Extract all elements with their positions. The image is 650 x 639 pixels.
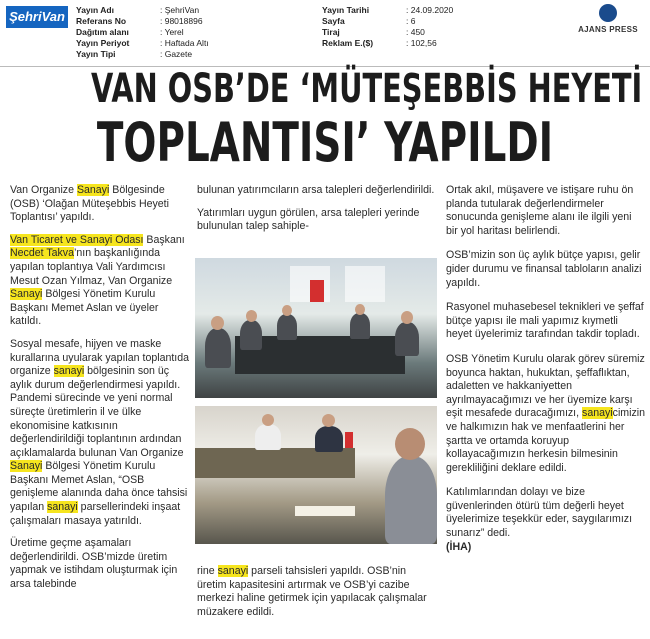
meta-row [76,49,209,60]
text: OSB Yönetim Kurulu olarak görev süremiz boyunca haktan, hukuktan, şeffaflıktan, adaletten ve hakkaniyetten ayrılmayacağımızı ve her üyemize karşı eşit mesafede duracağımızı, [446,352,645,420]
highlight: sanayi [53,365,85,378]
text: Başkanı [143,233,185,246]
meta-row [76,38,209,49]
meta-label: Yayın Tipi [76,49,116,59]
paragraph: OSB’mizin son üç aylık bütçe yapısı, gelir gider durumu ve finansal tabloların analizi yapıldı. [446,249,642,289]
agency-logo [570,4,646,34]
text: ’nın başkanlığında yapılan toplantıya Vali Yardımcısı Mesut Ozan Yılmaz, Van Organize [10,247,173,287]
meta-label: Dağıtım alanı [76,27,129,37]
meta-row [322,5,453,16]
meta-row [322,16,453,27]
highlight: Sanayi [10,460,43,473]
meta-value: : 98018896 [160,16,203,26]
paragraph [446,353,646,475]
paragraph [197,565,437,619]
headline-line-1: VAN OSB’DE ‘MÜTEŞEBBİS HEYETİ [90,66,643,112]
meta-value: : 102,56 [406,38,437,48]
text: bölgesinin son üç aylık durum değerlendirmesi yapıldı. Pandemi sürecinde ve yeni normal süreçte üretimlerin il ve ülke ekonomisine katkısının değerlendirildiği toplantının ardından açıklamalarda bulunan Van Organize [10,365,184,459]
publication-meta-right [322,5,453,49]
highlight: Sanayi [76,184,110,196]
text: Van Organize [10,184,77,196]
meeting-photo-1 [195,258,437,398]
meta-label: Yayın Periyot [76,38,130,48]
agency-name: AJANS PRESS [578,25,638,34]
meta-label: Sayfa [322,16,345,26]
text: parsellerindeki inşaat çalışmaları masaya yatırıldı. [10,501,181,527]
meta-label: Yayın Adı [76,5,114,15]
article-column-1 [10,184,190,592]
paragraph: Ortak akıl, müşavere ve istişare ruhu ön planda tutularak değerlendirmeler sonucunda genişleme alanı ile ilgili yeni bir yol haritası belirlendi. [446,184,634,237]
highlight: Van Ticaret ve Sanayi Odası [10,233,144,246]
meta-row [76,5,209,16]
paragraph: Rasyonel muhasebesel teknikleri ve şeffaf bütçe yapısı ile mali yapımız kıymetli heyet üyelerimiz tarafından takdir topladı. [446,301,644,341]
meta-value: : 24.09.2020 [406,5,454,15]
paragraph [10,184,190,225]
meta-label: Tiraj [322,27,340,37]
headline-line-2: TOPLANTISI’ YAPILDI [96,111,554,174]
highlight: sanayi [582,407,613,420]
meta-label: Referans No [76,16,127,26]
meta-label: Reklam E.($) [322,38,374,48]
paragraph [10,234,190,329]
paragraph: Üretime geçme aşamaları değerlendirildi. OSB’mizde üretim yapmak ve istihdam oluşturmak için arsa talebinde [10,537,178,591]
highlight: sanayi [217,565,249,577]
meta-label: Yayın Tarihi [322,5,370,15]
text: Bölgesinde (OSB) ‘Olağan Müteşebbis Heyeti Toplantısı’ yapıldı. [10,184,169,224]
paragraph [10,338,190,528]
text: Bölgesi Yönetim Kurulu Başkanı Memet Aslan, “OSB genişleme alanında daha önce tahsisi yapılan [10,460,188,514]
meta-row [76,27,209,38]
highlight: Necdet Takva [10,247,74,260]
meta-row [322,38,453,49]
meta-value: : 6 [406,16,416,26]
text: Sosyal mesafe, hijyen ve maske kurallarına uyularak yapılan toplantıda organize [10,337,190,378]
publication-meta-left [76,5,209,60]
meta-value: : Yerel [160,27,184,37]
text: rine [197,565,218,577]
meta-value: : 450 [406,27,425,37]
article-column-3 [446,184,646,554]
meta-row [76,16,209,27]
paragraph: Yatırımları uygun görülen, arsa talepleri yerinde bulunulan talep sahiple- [197,206,420,233]
news-source: (İHA) [446,540,472,553]
text: cimizin ve halkımızın hak ve menfaatlerini her şartta ve ortamda koruyup kollayacağımızın herkesin bilmesinin gerekliliğini deklare edildi. [446,407,646,474]
paragraph: Katılımlarından dolayı ve bize güvenlerinden ötürü tüm değerli heyet üyelerimize teşekkür eder, saygılarımızı sunarız” dedi. [446,486,633,540]
newspaper-logo: ŞehriVan [6,6,68,28]
article-column-2 [197,184,437,618]
highlight: sanayi [47,501,78,514]
globe-icon [599,4,617,22]
text: Bölgesi Yönetim Kurulu Başkanı Memet Aslan ve üyeler katıldı. [10,288,159,328]
meta-value: : Haftada Altı [160,38,209,48]
meta-value: : ŞehriVan [160,5,200,15]
paragraph: bulunan yatırımcıların arsa talepleri değerlendirildi. [197,184,435,196]
meta-value: : Gazete [160,49,193,59]
meeting-photo-2 [195,406,437,544]
text: parseli tahsisleri yapıldı. OSB’nin üretim kapasitesini artırmak ve OSB’yi cazibe merkezi haline getirmek için yapılacak çalışmalar müzakere edildi. [197,565,427,618]
meta-row [322,27,453,38]
highlight: Sanayi [10,288,43,301]
